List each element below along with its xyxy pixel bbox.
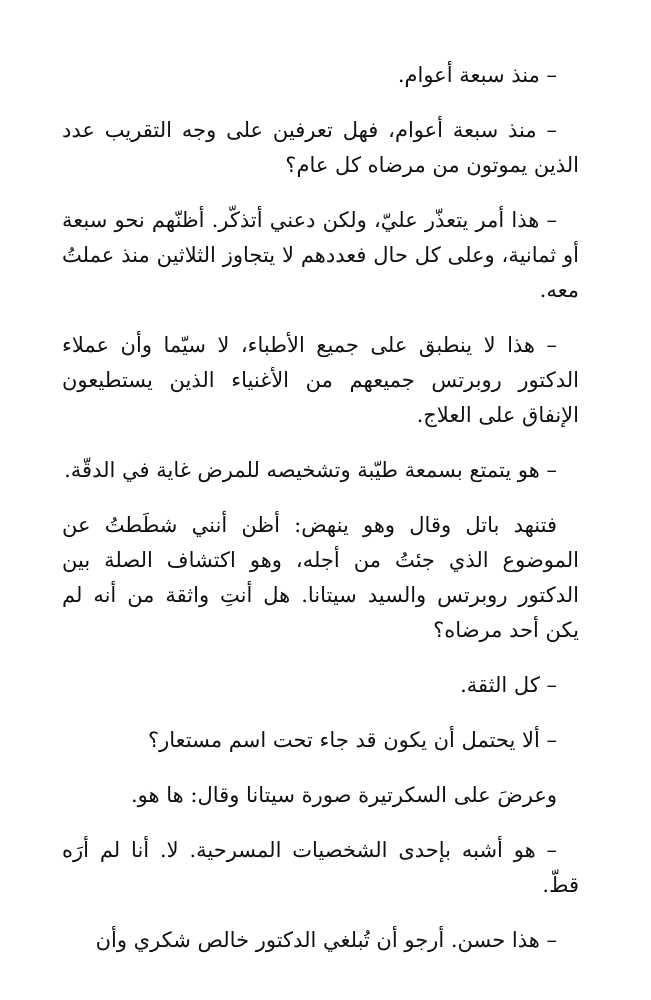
- paragraph: فتنهد باتل وقال وهو ينهض: أظن أنني شطَطتُ عن الموضوع الذي جئتُ من أجله، وهو اكتشاف الصلة بين الدكتور روبرتس والسيد سيتانا. هل أنتِ واثقة من أنه لم يكن أحد مرضاه؟: [62, 513, 579, 642]
- paragraph: – منذ سبعة أعوام.: [397, 63, 557, 87]
- paragraph: – هو أشبه بإحدى الشخصيات المسرحية. لا. أنا لم أرَه قطّ.: [62, 838, 579, 897]
- paragraph: – هذا أمر يتعذّر عليّ، ولكن دعني أتذكّر. أظنّهم نحو سبعة أو ثمانية، وعلى كل حال فعددهم لا يتجاوز الثلاثين منذ عملتُ معه.: [62, 208, 579, 302]
- paragraph: – هذا حسن. أرجو أن تُبلغي الدكتور خالص شكري وأن: [95, 928, 557, 952]
- paragraph: – هو يتمتع بسمعة طيّبة وتشخيصه للمرض غاية في الدقّة.: [64, 458, 557, 482]
- paragraph: – منذ سبعة أعوام، فهل تعرفين على وجه التقريب عدد الذين يموتون من مرضاه كل عام؟: [62, 118, 579, 177]
- paragraph: – كل الثقة.: [460, 673, 557, 697]
- paragraph: – هذا لا ينطبق على جميع الأطباء، لا سيّما وأن عملاء الدكتور روبرتس جميعهم من الأغنياء الذين يستطيعون الإنفاق على العلاج.: [62, 333, 579, 427]
- paragraph: وعرضَ على السكرتيرة صورة سيتانا وقال: ها هو.: [131, 783, 557, 807]
- book-page: [62, 58, 579, 978]
- paragraph: – ألا يحتمل أن يكون قد جاء تحت اسم مستعار؟: [147, 728, 557, 752]
